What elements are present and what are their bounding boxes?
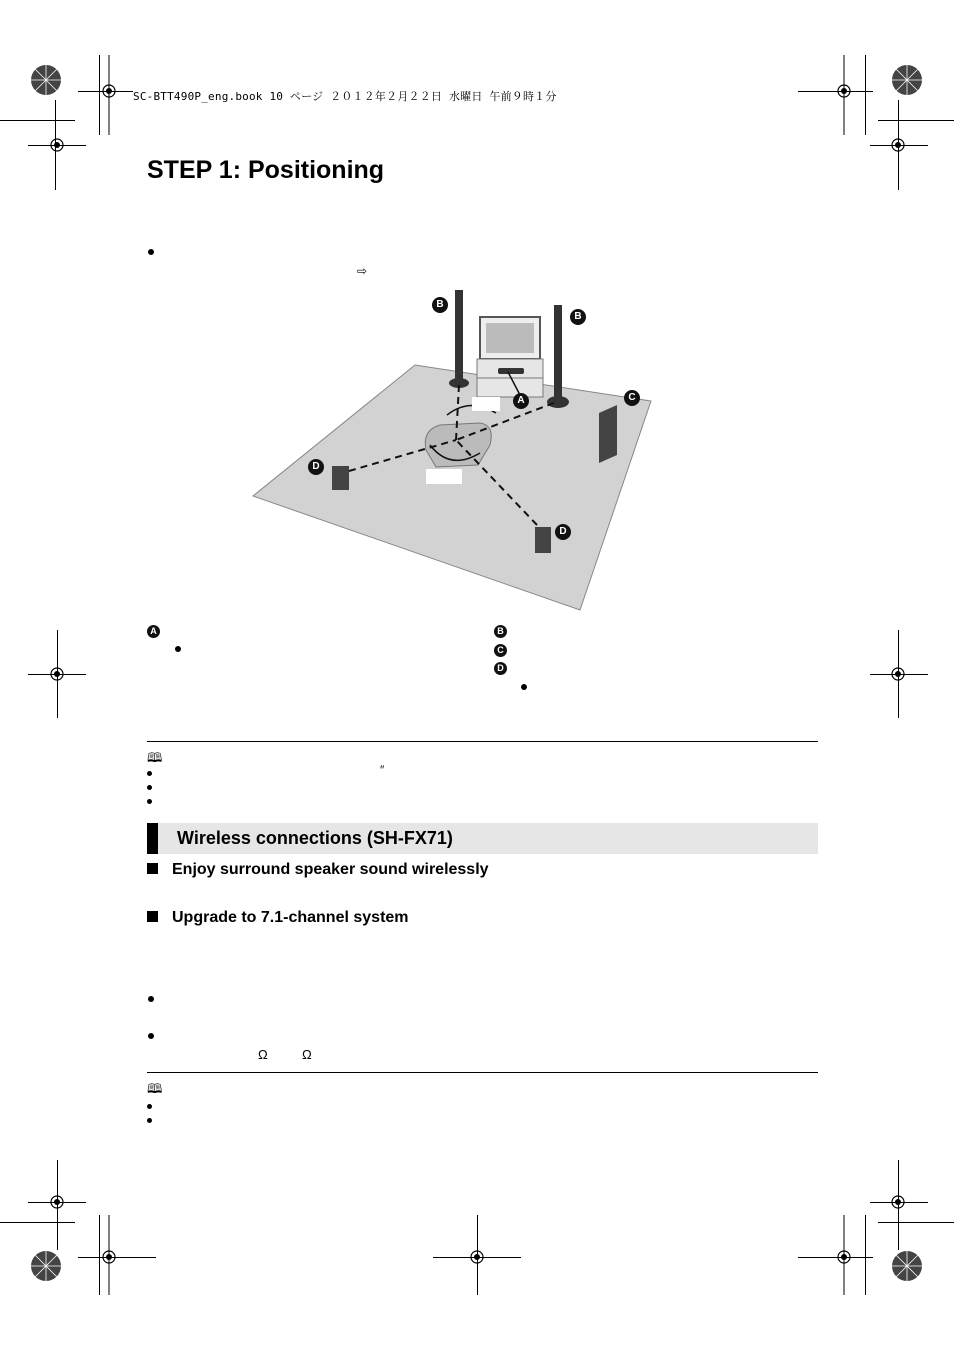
section-accent: [147, 823, 158, 854]
diagram-label-b-left: B: [432, 297, 448, 313]
diagram-label-a: A: [513, 393, 529, 409]
divider: [147, 741, 818, 742]
legend-marker-b: B: [494, 625, 507, 638]
legend-marker-c: C: [494, 644, 507, 657]
bullet: [148, 996, 154, 1002]
divider: [147, 1072, 818, 1073]
speaker-placement-diagram: [250, 285, 660, 615]
diagram-label-c: C: [624, 390, 640, 406]
book-icon: 🕮: [147, 1081, 163, 1096]
square-icon: [147, 863, 158, 874]
diagram-label-d-left: D: [308, 459, 324, 475]
square-icon: [147, 911, 158, 922]
bullet: [147, 771, 152, 776]
subheading-surround: [147, 861, 489, 879]
bullet: [521, 684, 527, 690]
bullet: [175, 646, 181, 652]
tv-unit: [477, 317, 543, 397]
diagram-label-b-right: B: [570, 309, 586, 325]
subheading-upgrade: [147, 909, 409, 927]
page-title: STEP 1: Positioning: [147, 156, 385, 184]
diagram-label-d-right: D: [555, 524, 571, 540]
book-icon: 🕮: [147, 750, 163, 765]
legend-marker-d: D: [494, 662, 507, 675]
arrow-icon: ⇨: [357, 264, 368, 278]
section-header: [147, 823, 818, 854]
bullet: [148, 1033, 154, 1039]
bullet: [147, 1118, 152, 1123]
note-mark: ″: [380, 763, 385, 777]
subheading-surround-text: Enjoy surround speaker sound wirelessly: [172, 861, 489, 878]
file-info-header: SC-BTT490P_eng.book 10 ページ ２０１２年２月２２日 水曜日 午前９時１分: [133, 90, 557, 103]
bullet: [147, 785, 152, 790]
bullet: [148, 249, 154, 255]
subheading-upgrade-text: Upgrade to 7.1-channel system: [172, 909, 409, 926]
ohm-symbol: Ω: [258, 1047, 268, 1062]
ohm-symbol: Ω: [302, 1047, 312, 1062]
legend-marker-a: A: [147, 625, 160, 638]
section-title: Wireless connections (SH-FX71): [177, 828, 453, 848]
bullet: [147, 799, 152, 804]
bullet: [147, 1104, 152, 1109]
